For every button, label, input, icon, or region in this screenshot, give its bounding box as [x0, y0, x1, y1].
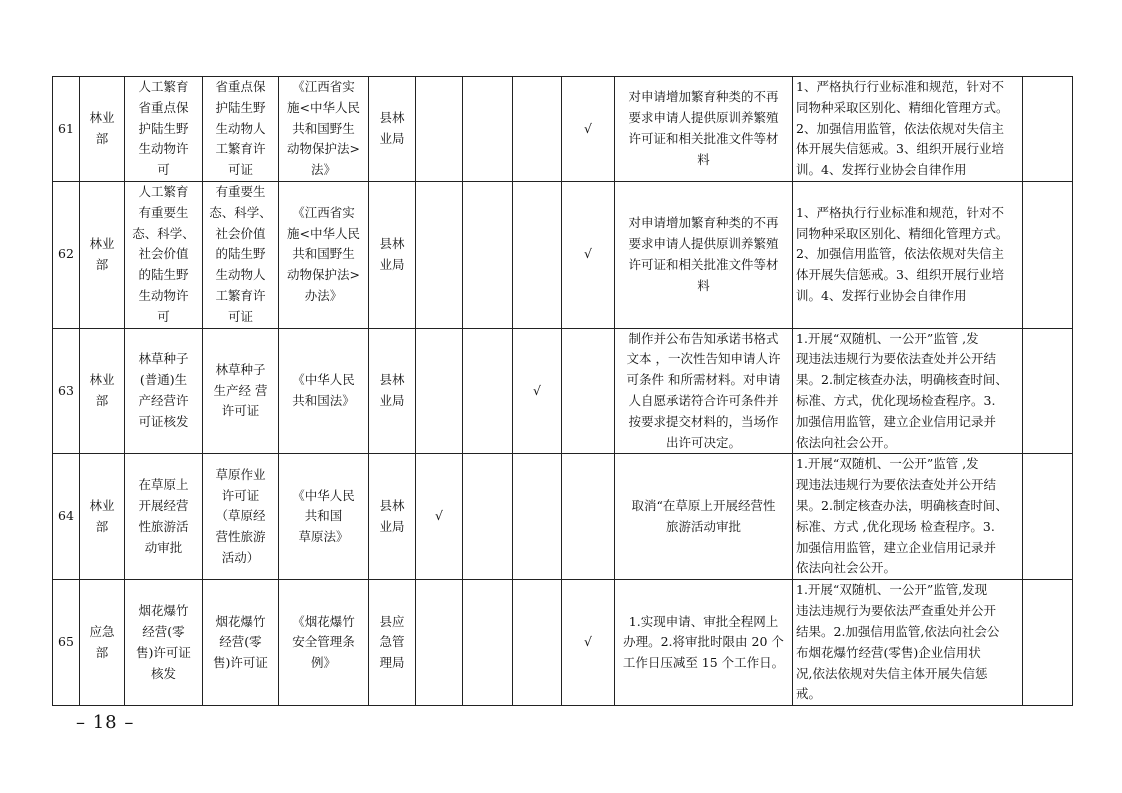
implementing-agency-cell: 县应 急管 理局 [369, 580, 416, 706]
department-cell: 应急 部 [80, 580, 125, 706]
supervision-measure-cell: 1、严格执行行业标准和规范，针对不 同物种采取区别化、精细化管理方式。 2、加强信用监管，依法依规对失信主 体开展失信惩戒。3、组织开展行业培 训。4、发挥行业协会自律作用 [793, 181, 1023, 328]
reform-mode-cancel-cell: √ [416, 454, 463, 580]
department-cell: 林业 部 [80, 328, 125, 454]
approval-item-cell: 人工繁育 省重点保 护陆生野 生动物许 可 [125, 77, 203, 182]
reform-measure-cell: 制作并公布告知承诺书格式 文本 ，一次性告知申请人许 可条件 和所需材料。对申请 人自愿承诺符合许可条件并 按要求提交材料的，当场作 出许可决定。 [615, 328, 793, 454]
row-number-cell: 65 [53, 580, 80, 706]
reform-mode-optimize-cell: √ [562, 181, 615, 328]
reform-mode-commitment-cell [513, 454, 562, 580]
department-cell: 林业 部 [80, 454, 125, 580]
table-row [53, 181, 1073, 328]
supervision-measure-cell: 1、严格执行行业标准和规范，针对不 同物种采取区别化、精细化管理方式。 2、加强信用监管，依法依规对失信主 体开展失信惩戒。3、组织开展行业培 训。4、发挥行业协会自律作用 [793, 77, 1023, 182]
reform-mode-cancel-cell [416, 328, 463, 454]
approval-item-cell: 烟花爆竹 经营(零 售)许可证 核发 [125, 580, 203, 706]
license-name-cell: 烟花爆竹 经营(零 售)许可证 [203, 580, 279, 706]
reform-mode-filing-cell [463, 328, 513, 454]
reform-mode-filing-cell [463, 454, 513, 580]
reform-items-table [52, 76, 1073, 706]
reform-measure-cell: 取消“在草原上开展经营性 旅游活动审批 [615, 454, 793, 580]
reform-mode-filing-cell [463, 580, 513, 706]
remarks-cell [1023, 77, 1073, 182]
implementing-agency-cell: 县林 业局 [369, 77, 416, 182]
remarks-cell [1023, 328, 1073, 454]
approval-item-cell: 在草原上 开展经营 性旅游活 动审批 [125, 454, 203, 580]
reform-mode-commitment-cell [513, 580, 562, 706]
row-number-cell: 61 [53, 77, 80, 182]
legal-basis-cell: 《中华人民 共和国法》 [279, 328, 369, 454]
row-number-cell: 64 [53, 454, 80, 580]
legal-basis-cell: 《江西省实 施<中华人民 共和国野生 动物保护法> 法》 [279, 77, 369, 182]
table-row [53, 580, 1073, 706]
implementing-agency-cell: 县林 业局 [369, 181, 416, 328]
supervision-measure-cell: 1.开展“双随机、一公开”监管,发现 违法违规行为要依法严查重处并公开 结果。2.加强信用监管,依法向社会公 布烟花爆竹经营(零售)企业信用状 况,依法依规对失信主体开展失信惩 戒。 [793, 580, 1023, 706]
reform-mode-commitment-cell [513, 77, 562, 182]
reform-measure-cell: 1.实现申请、审批全程网上 办理。2.将审批时限由 20 个 工作日压减至 15 个工作日。 [615, 580, 793, 706]
department-cell: 林业 部 [80, 181, 125, 328]
reform-mode-optimize-cell: √ [562, 580, 615, 706]
remarks-cell [1023, 580, 1073, 706]
supervision-measure-cell: 1.开展“双随机、一公开”监管 ,发 现违法违规行为要依法查处并公开结 果。2.制定核查办法，明确核查时间、 标准、方式 ,优化现场 检查程序。3. 加强信用监管，建立企业信用记录并 依法向社会公开。 [793, 454, 1023, 580]
supervision-measure-cell: 1.开展“双随机、一公开”监管 ,发 现违法违规行为要依法查处并公开结 果。2.制定核查办法，明确核查时间、 标准、方式，优化现场检查程序。3. 加强信用监管，建立企业信用记录并 依法向社会公开。 [793, 328, 1023, 454]
implementing-agency-cell: 县林 业局 [369, 328, 416, 454]
approval-item-cell: 林草种子 (普通)生 产经营许 可证核发 [125, 328, 203, 454]
remarks-cell [1023, 454, 1073, 580]
reform-mode-filing-cell [463, 181, 513, 328]
legal-basis-cell: 《中华人民 共和国 草原法》 [279, 454, 369, 580]
reform-mode-optimize-cell: √ [562, 77, 615, 182]
page-number: – 18 – [76, 712, 135, 733]
license-name-cell: 林草种子 生产经 营 许可证 [203, 328, 279, 454]
reform-mode-filing-cell [463, 77, 513, 182]
table-row [53, 454, 1073, 580]
table-row [53, 77, 1073, 182]
table-row [53, 328, 1073, 454]
license-name-cell: 草原作业 许可证 （草原经 营性旅游 活动） [203, 454, 279, 580]
reform-measure-cell: 对申请增加繁育种类的不再 要求申请人提供原训养繁殖 许可证和相关批准文件等材 料 [615, 181, 793, 328]
license-name-cell: 有重要生 态、科学、 社会价值 的陆生野 生动物人 工繁育许 可证 [203, 181, 279, 328]
legal-basis-cell: 《烟花爆竹 安全管理条 例》 [279, 580, 369, 706]
row-number-cell: 62 [53, 181, 80, 328]
remarks-cell [1023, 181, 1073, 328]
reform-measure-cell: 对申请增加繁育种类的不再 要求申请人提供原训养繁殖 许可证和相关批准文件等材 料 [615, 77, 793, 182]
reform-mode-cancel-cell [416, 77, 463, 182]
approval-item-cell: 人工繁育 有重要生 态、科学、 社会价值 的陆生野 生动物许 可 [125, 181, 203, 328]
reform-mode-commitment-cell: √ [513, 328, 562, 454]
reform-mode-cancel-cell [416, 181, 463, 328]
license-name-cell: 省重点保 护陆生野 生动物人 工繁育许 可证 [203, 77, 279, 182]
legal-basis-cell: 《江西省实 施<中华人民 共和国野生 动物保护法> 办法》 [279, 181, 369, 328]
row-number-cell: 63 [53, 328, 80, 454]
reform-mode-optimize-cell [562, 454, 615, 580]
reform-mode-optimize-cell [562, 328, 615, 454]
department-cell: 林业 部 [80, 77, 125, 182]
implementing-agency-cell: 县林 业局 [369, 454, 416, 580]
reform-mode-commitment-cell [513, 181, 562, 328]
reform-mode-cancel-cell [416, 580, 463, 706]
